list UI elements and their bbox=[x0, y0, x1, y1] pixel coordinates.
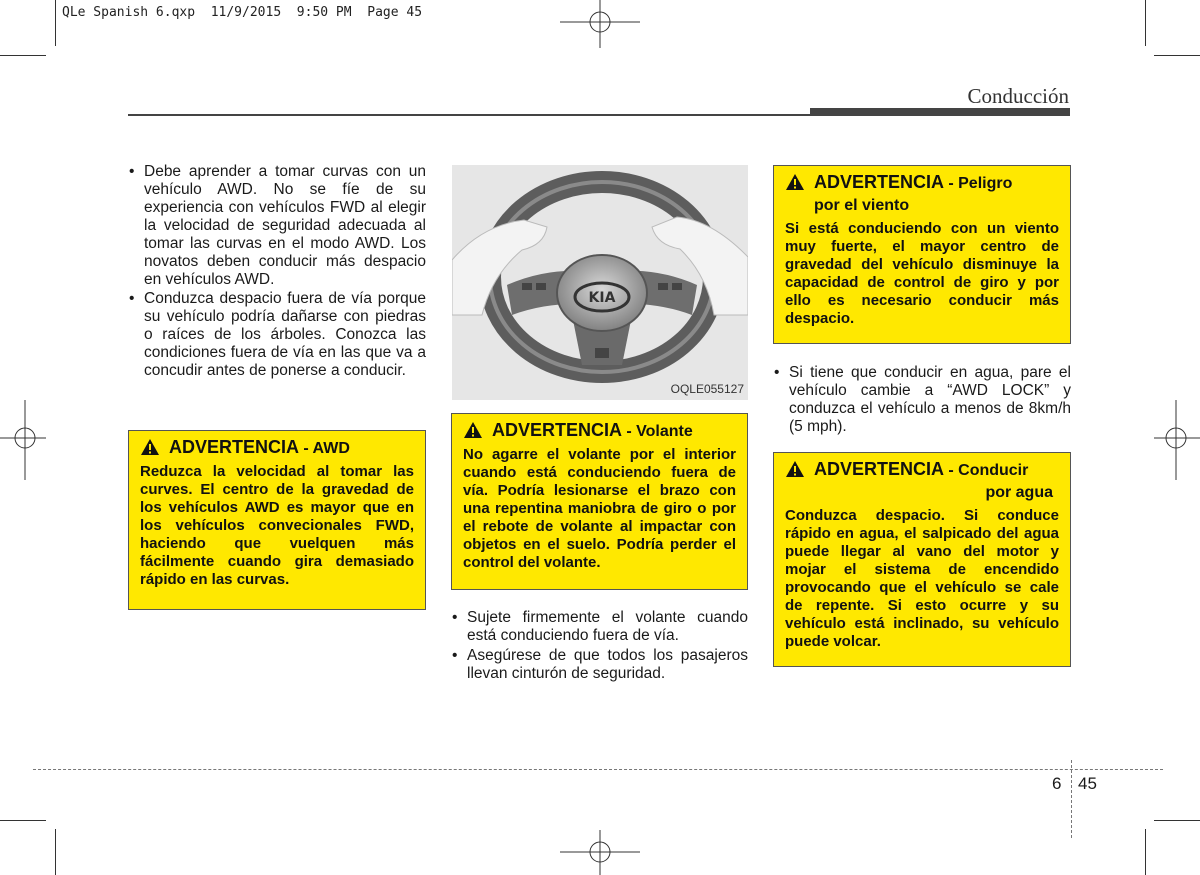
page-number: 45 bbox=[1078, 774, 1097, 793]
registration-mark-right bbox=[1154, 400, 1200, 480]
warning-header bbox=[785, 459, 1059, 503]
middle-bullet-list bbox=[451, 609, 748, 683]
figure-code: OQLE055127 bbox=[670, 382, 744, 396]
warning-triangle-icon bbox=[140, 438, 160, 456]
warning-box-awd bbox=[128, 430, 426, 610]
right-bullet-list bbox=[773, 364, 1071, 436]
warning-body: Reduzca la velocidad al tomar las curves. El centro de la gravedad de los vehículos AWD es mayor que en los vehículos convecionales FWD, haciendo que vuelquen más fácilmente cuando gira demasiado rápido en las curvas. bbox=[140, 463, 414, 588]
warning-subtitle: - Conducir bbox=[948, 462, 1029, 479]
footer-dashed-divider bbox=[1071, 760, 1072, 838]
svg-text:KIA: KIA bbox=[588, 290, 616, 306]
warning-header bbox=[140, 437, 414, 459]
warning-subtitle-continued: por el viento bbox=[814, 197, 910, 214]
list-item: • Debe aprender a tomar curvas con un vehículo AWD. No se fíe de su experiencia con vehículos FWD al elegir la velocidad de seguridad adecuada al tomar las curvas en el modo AWD. Los novatos deben conducir más despacio en vehículos AWD. bbox=[128, 163, 426, 289]
warning-header bbox=[463, 420, 736, 442]
warning-subtitle-continued: por agua bbox=[985, 484, 1053, 501]
steering-wheel-illustration bbox=[452, 165, 748, 400]
warning-keyword: ADVERTENCIA bbox=[814, 459, 944, 479]
warning-triangle-icon bbox=[785, 460, 805, 478]
header-rule bbox=[128, 114, 1070, 116]
warning-header bbox=[785, 172, 1059, 216]
registration-mark-left bbox=[0, 400, 46, 480]
registration-mark-bottom bbox=[560, 830, 640, 875]
warning-body: No agarre el volante por el interior cuando está conduciendo fuera de vía. Podría lesionarse el brazo con una repentina maniobra de giro o por el rebote de volante al impactar con objetos en el suelo. Podría perder el control del volante. bbox=[463, 446, 736, 571]
warning-keyword: ADVERTENCIA bbox=[492, 420, 622, 440]
warning-body: Si está conduciendo con un viento muy fuerte, el mayor centro de gravedad del vehículo disminuye la capacidad de control de giro y por ello es necesario conducir más despacio. bbox=[785, 220, 1059, 327]
warning-subtitle: - AWD bbox=[303, 440, 350, 457]
registration-mark-top bbox=[560, 0, 640, 50]
section-title: Conducción bbox=[967, 84, 1069, 108]
steering-wheel-figure bbox=[452, 165, 748, 400]
warning-keyword: ADVERTENCIA bbox=[169, 437, 299, 457]
left-bullet-list bbox=[128, 163, 426, 380]
warning-body: Conduzca despacio. Si conduce rápido en agua, el salpicado del agua puede llegar al vano del motor y mojar el sistema de encendido provocando que el vehículo se cale de repente. Si esto ocurre y su vehículo está inclinado, su vehículo puede volcar. bbox=[785, 507, 1059, 650]
warning-box-volante bbox=[451, 413, 748, 590]
warning-subtitle: - Peligro bbox=[948, 175, 1013, 192]
warning-keyword: ADVERTENCIA bbox=[814, 172, 944, 192]
warning-triangle-icon bbox=[785, 173, 805, 191]
list-item: • Si tiene que conducir en agua, pare el vehículo cambie a “AWD LOCK” y conduzca el vehículo a menos de 8km/h (5 mph). bbox=[773, 364, 1071, 436]
list-item: • Asegúrese de que todos los pasajeros llevan cinturón de seguridad. bbox=[451, 647, 748, 683]
right-column-text bbox=[773, 364, 1071, 437]
warning-box-viento bbox=[773, 165, 1071, 344]
footer-dashed-rule bbox=[33, 769, 1163, 770]
list-item: • Sujete firmemente el volante cuando está conduciendo fuera de vía. bbox=[451, 609, 748, 645]
chapter-number: 6 bbox=[1052, 774, 1062, 793]
warning-triangle-icon bbox=[463, 421, 483, 439]
left-column bbox=[128, 163, 426, 381]
warning-box-agua bbox=[773, 452, 1071, 667]
middle-column-text bbox=[451, 609, 748, 684]
print-slug-line: QLe Spanish 6.qxp 11/9/2015 9:50 PM Page 45 bbox=[62, 5, 423, 20]
list-item: • Conduzca despacio fuera de vía porque su vehículo podría dañarse con piedras o raíces de los árboles. Conozca las condiciones fuera de vía en las que va a concudir antes de ponerse a conducir. bbox=[128, 290, 426, 380]
warning-subtitle: - Volante bbox=[626, 423, 693, 440]
